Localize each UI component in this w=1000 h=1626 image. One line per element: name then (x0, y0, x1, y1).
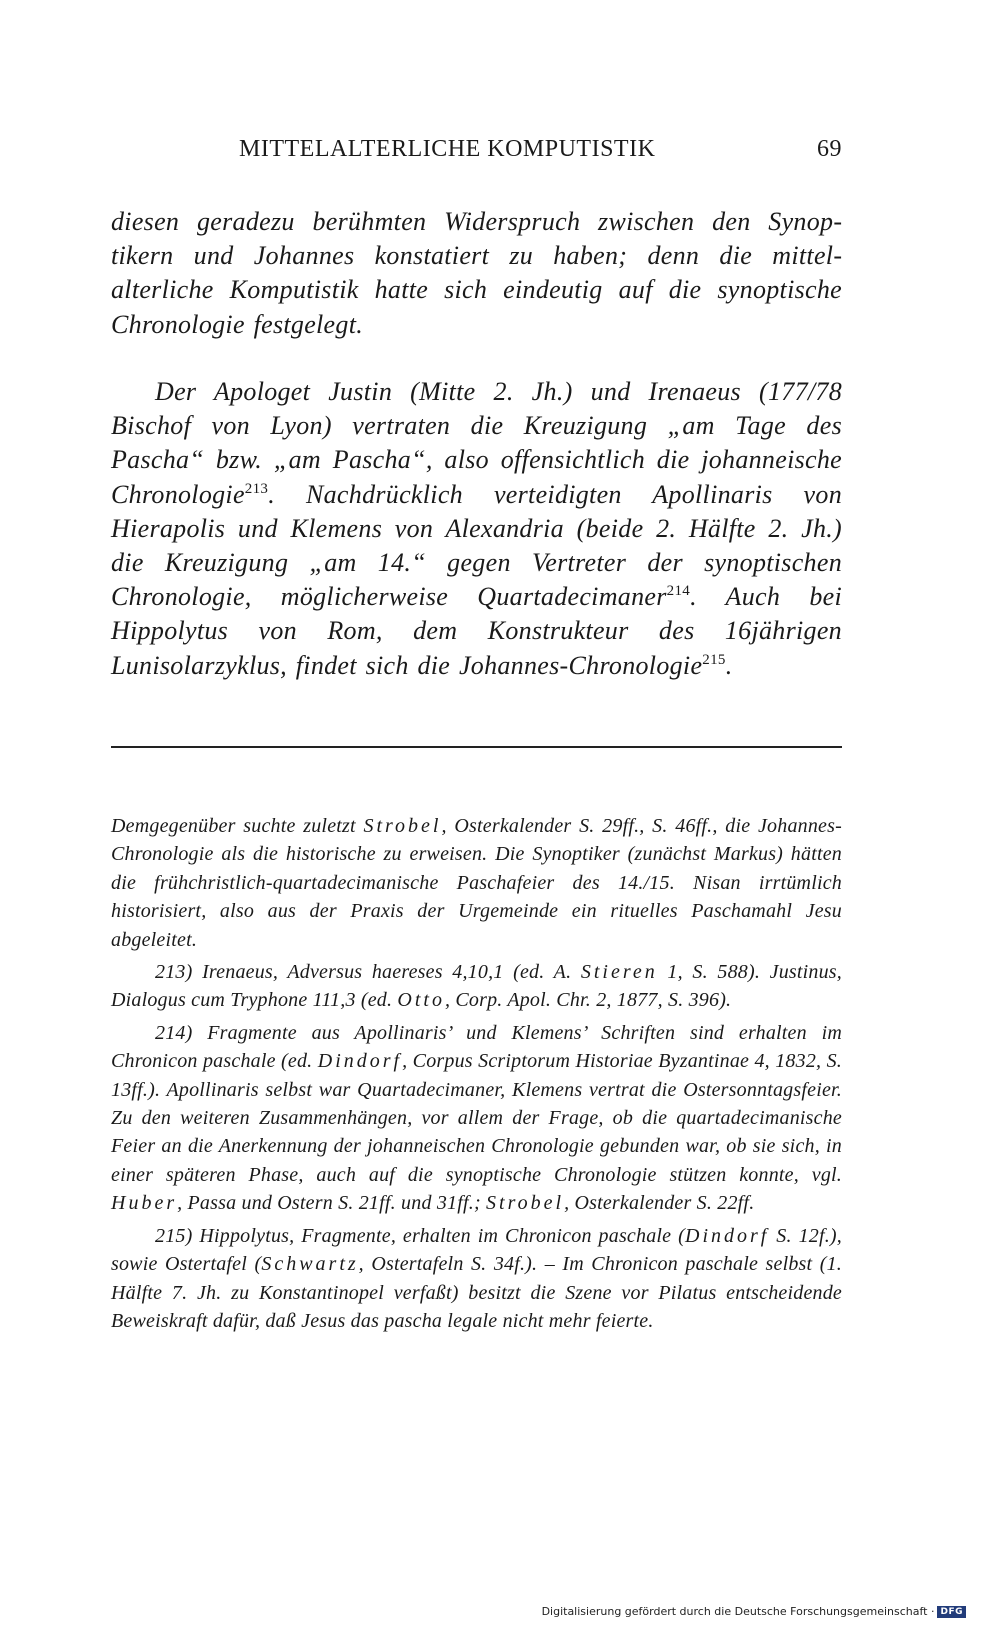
body-text: Der Apologet Justin (Mitte 2. Jh.) und Irenaeus (177/78 Bischof von Lyon) vertraten die Kreuzigung „am Tage des Pascha“ bzw. „am Pascha“, also offensichtlich die johanneische Chronologie (111, 377, 842, 509)
credit-text: Digitalisierung gefördert durch die Deutsche Forschungsgemeinschaft · (541, 1605, 935, 1618)
running-title: MITTELALTERLICHE KOMPUTISTIK (239, 136, 656, 162)
footnotes (111, 812, 842, 1339)
note-text: Hippolytus, Fragmente, erhalten im Chronicon paschale ( (192, 1224, 686, 1247)
footnote-number: 214) (155, 1021, 193, 1044)
author-name: Schwartz (261, 1253, 359, 1276)
footnote-ref-213: 213 (244, 480, 269, 497)
digitization-credit (542, 1605, 966, 1618)
footnote-divider (111, 746, 842, 748)
note-text: Irenaeus, Adversus haereses 4,10,1 (ed. A. (192, 961, 581, 984)
body-text: . (725, 650, 733, 680)
body-paragraph-1: diesen geradezu berühmten Widerspruch zwischen den Synoptikern und Johannes konstatiert zu haben; denn die mittelalterliche Komputistik hatte sich eindeutig auf die synoptische Chronologie festgelegt. (111, 207, 842, 339)
body-text: . Auch bei Hippolytus von Rom, dem Konstrukteur des 16jährigen Lunisolarzyklus, findet sich die Johannes-Chronologie (111, 582, 842, 680)
footnote-continuation (111, 812, 842, 954)
footnote-213 (111, 958, 842, 1015)
footnote-ref-215: 215 (702, 651, 726, 668)
book-page (111, 0, 842, 1626)
author-name: Stieren (580, 961, 658, 984)
author-name: Dindorf (317, 1050, 403, 1073)
author-name: Strobel (363, 815, 442, 837)
note-text: 1, S. 588). Justinus, Dialogus cum Tryphone 111,3 (ed. (111, 961, 842, 1012)
author-name: Dindorf (685, 1224, 770, 1247)
note-text: S. 12f.), sowie Ostertafel ( (111, 1224, 842, 1276)
footnote-number: 213) (155, 961, 193, 984)
dfg-logo-icon: DFG (937, 1606, 966, 1618)
author-name: Otto (397, 989, 445, 1012)
note-text: , Ostertafeln S. 34f.). – Im Chronicon paschale selbst (1. Hälfte 7. Jh. zu Konstantinopel verfaßt) besitzt die Szene vor Pilatus entscheidende Beweiskraft dafür, daß Jesus das pascha legale nicht mehr feierte. (111, 1253, 842, 1332)
note-text: , Corp. Apol. Chr. 2, 1877, S. 396). (444, 989, 732, 1012)
note-text: Demgegenüber suchte zuletzt (111, 815, 364, 837)
footnote-215 (111, 1222, 842, 1336)
body-paragraph-2 (111, 375, 842, 683)
note-text: , Osterkalender S. 22ff. (564, 1192, 755, 1215)
footnote-ref-214: 214 (666, 583, 691, 600)
author-name: Huber (111, 1192, 178, 1215)
footnote-number: 215) (155, 1224, 193, 1247)
note-text: , Osterkalender S. 29ff., S. 46ff., die Johannes-Chronologie als die historische zu erweisen. Die Synoptiker (zunächst Markus) hätten die frühchristlich-quartadecimanische Paschafeier des 14./15. Nisan irrtümlich historisiert, also aus der Praxis der Urgemeinde ein rituelles Paschamahl Jesu abgeleitet. (111, 815, 842, 951)
note-text: Fragmente aus Apollinaris’ und Klemens’ Schriften sind erhalten im Chronicon paschale (ed. (111, 1021, 842, 1073)
note-text: , Passa und Ostern S. 21ff. und 31ff.; (177, 1192, 487, 1215)
footnote-214 (111, 1019, 842, 1218)
author-name: Strobel (486, 1192, 565, 1215)
body-text: . Nachdrücklich verteidigten Apollinaris von Hierapolis und Klemens von Alexandria (beide 2. Hälfte 2. Jh.) die Kreuzigung „am 14.“ gegen Vertreter der synoptischen Chronologie, möglicherweise Quartadecimaner (111, 479, 842, 612)
note-text: , Corpus Scriptorum Historiae Byzantinae 4, 1832, S. 13ff.). Apollinaris selbst war Quartadecimaner, Klemens vertrat die Ostersonntagsfeier. Zu den weiteren Zusammenhängen, vor allem der Frage, ob die quartadecimanische Feier an die Anerkennung der johanneischen Chronologie gebunden war, ob sie sich, in einer späteren Phase, auch auf die synoptische Chronologie stützen konnte, vgl. (111, 1050, 842, 1186)
page-number: 69 (817, 136, 842, 162)
